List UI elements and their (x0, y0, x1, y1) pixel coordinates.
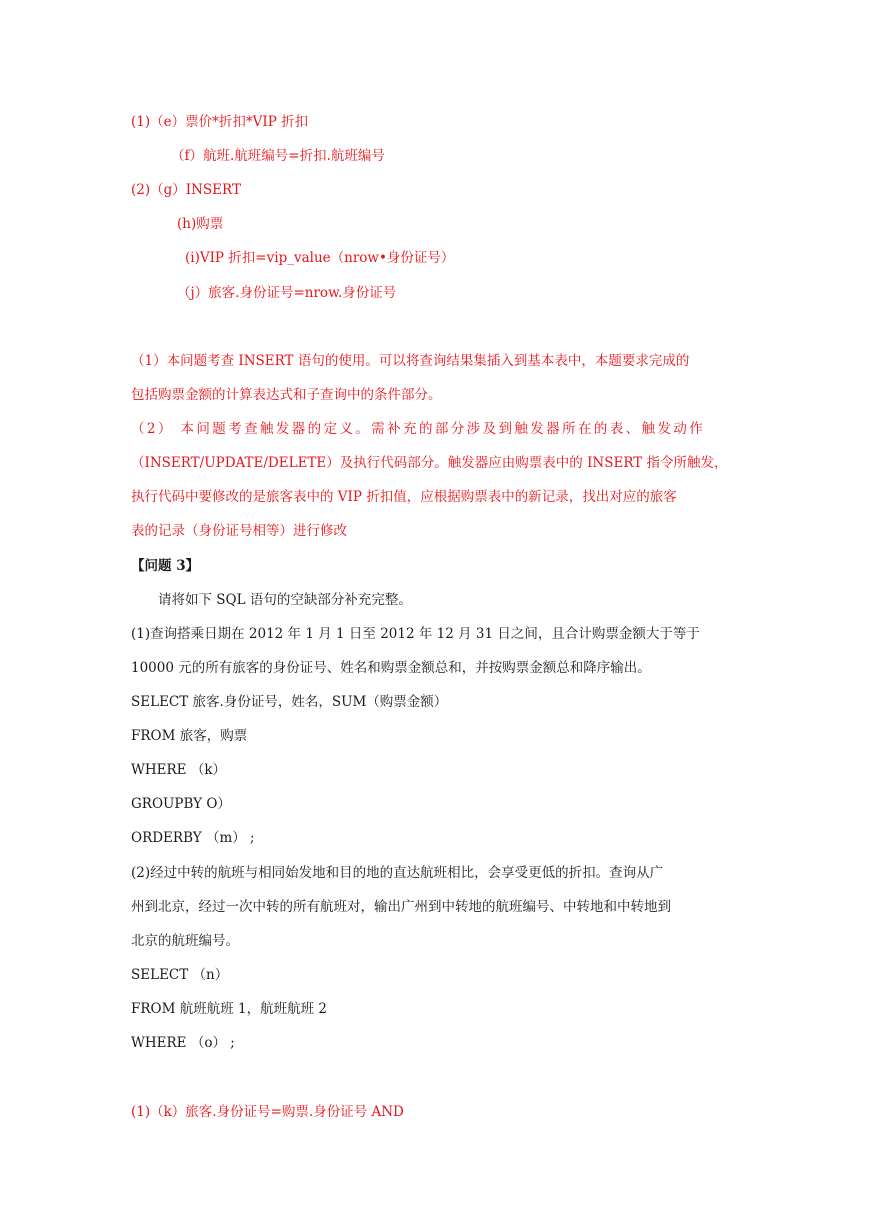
sql-line: GROUPBY O） (131, 796, 231, 812)
sql-line: FROM 航班航班 1，航班航班 2 (131, 1001, 327, 1017)
sql-line: WHERE （k） (131, 762, 226, 778)
sql-line: FROM 旅客，购票 (131, 728, 248, 744)
answer-line: (2)（g）INSERT (131, 182, 241, 198)
question-line: 10000 元的所有旅客的身份证号、姓名和购票金额总和，并按购票金额总和降序输出。 (131, 660, 651, 676)
explanation-line: （2） 本问题考查触发器的定义。需补充的部分涉及到触发器所在的表、触发动作 (131, 421, 706, 437)
explanation-line: （INSERT/UPDATE/DELETE）及执行代码部分。触发器应由购票表中的 INSERT 指令所触发， (131, 455, 728, 471)
question-intro: 请将如下 SQL 语句的空缺部分补充完整。 (158, 592, 412, 608)
question-line: (2)经过中转的航班与相同始发地和目的地的直达航班相比，会享受更低的折扣。查询从广 (131, 865, 664, 881)
explanation-line: 包括购票金额的计算表达式和子查询中的条件部分。 (131, 387, 442, 403)
sql-line: SELECT 旅客.身份证号，姓名，SUM（购票金额） (131, 694, 448, 710)
answer-line: (1)（e）票价*折扣*VIP 折扣 (131, 114, 309, 130)
explanation-line: 执行代码中要修改的是旅客表中的 VIP 折扣值，应根据购票表中的新记录，找出对应的旅客 (131, 489, 677, 505)
sql-line: ORDERBY （m） ; (131, 830, 255, 846)
explanation-line: 表的记录（身份证号相等）进行修改 (131, 523, 347, 539)
answer-line: (h)购票 (177, 216, 224, 232)
explanation-line: （1）本问题考查 INSERT 语句的使用。可以将查询结果集插入到基本表中，本题要求完成的 (131, 353, 690, 369)
answer-line: （j）旅客.身份证号=nrow.身份证号 (177, 285, 397, 301)
question-line: (1)查询搭乘日期在 2012 年 1 月 1 日至 2012 年 12 月 31 日之间，且合计购票金额大于等于 (131, 626, 700, 642)
question-line: 州到北京，经过一次中转的所有航班对，输出广州到中转地的航班编号、中转地和中转地到 (131, 899, 671, 915)
answer-line: (i)VIP 折扣=vip_value（nrow•身份证号） (185, 250, 455, 266)
answer-line: (1)（k）旅客.身份证号=购票.身份证号 AND (131, 1104, 404, 1120)
sql-line: WHERE （o） ; (131, 1035, 235, 1051)
sql-line: SELECT （n） (131, 967, 229, 983)
question-heading: 【问题 3】 (131, 558, 200, 574)
question-line: 北京的航班编号。 (131, 933, 239, 949)
answer-line: （f）航班.航班编号=折扣.航班编号 (171, 148, 385, 164)
